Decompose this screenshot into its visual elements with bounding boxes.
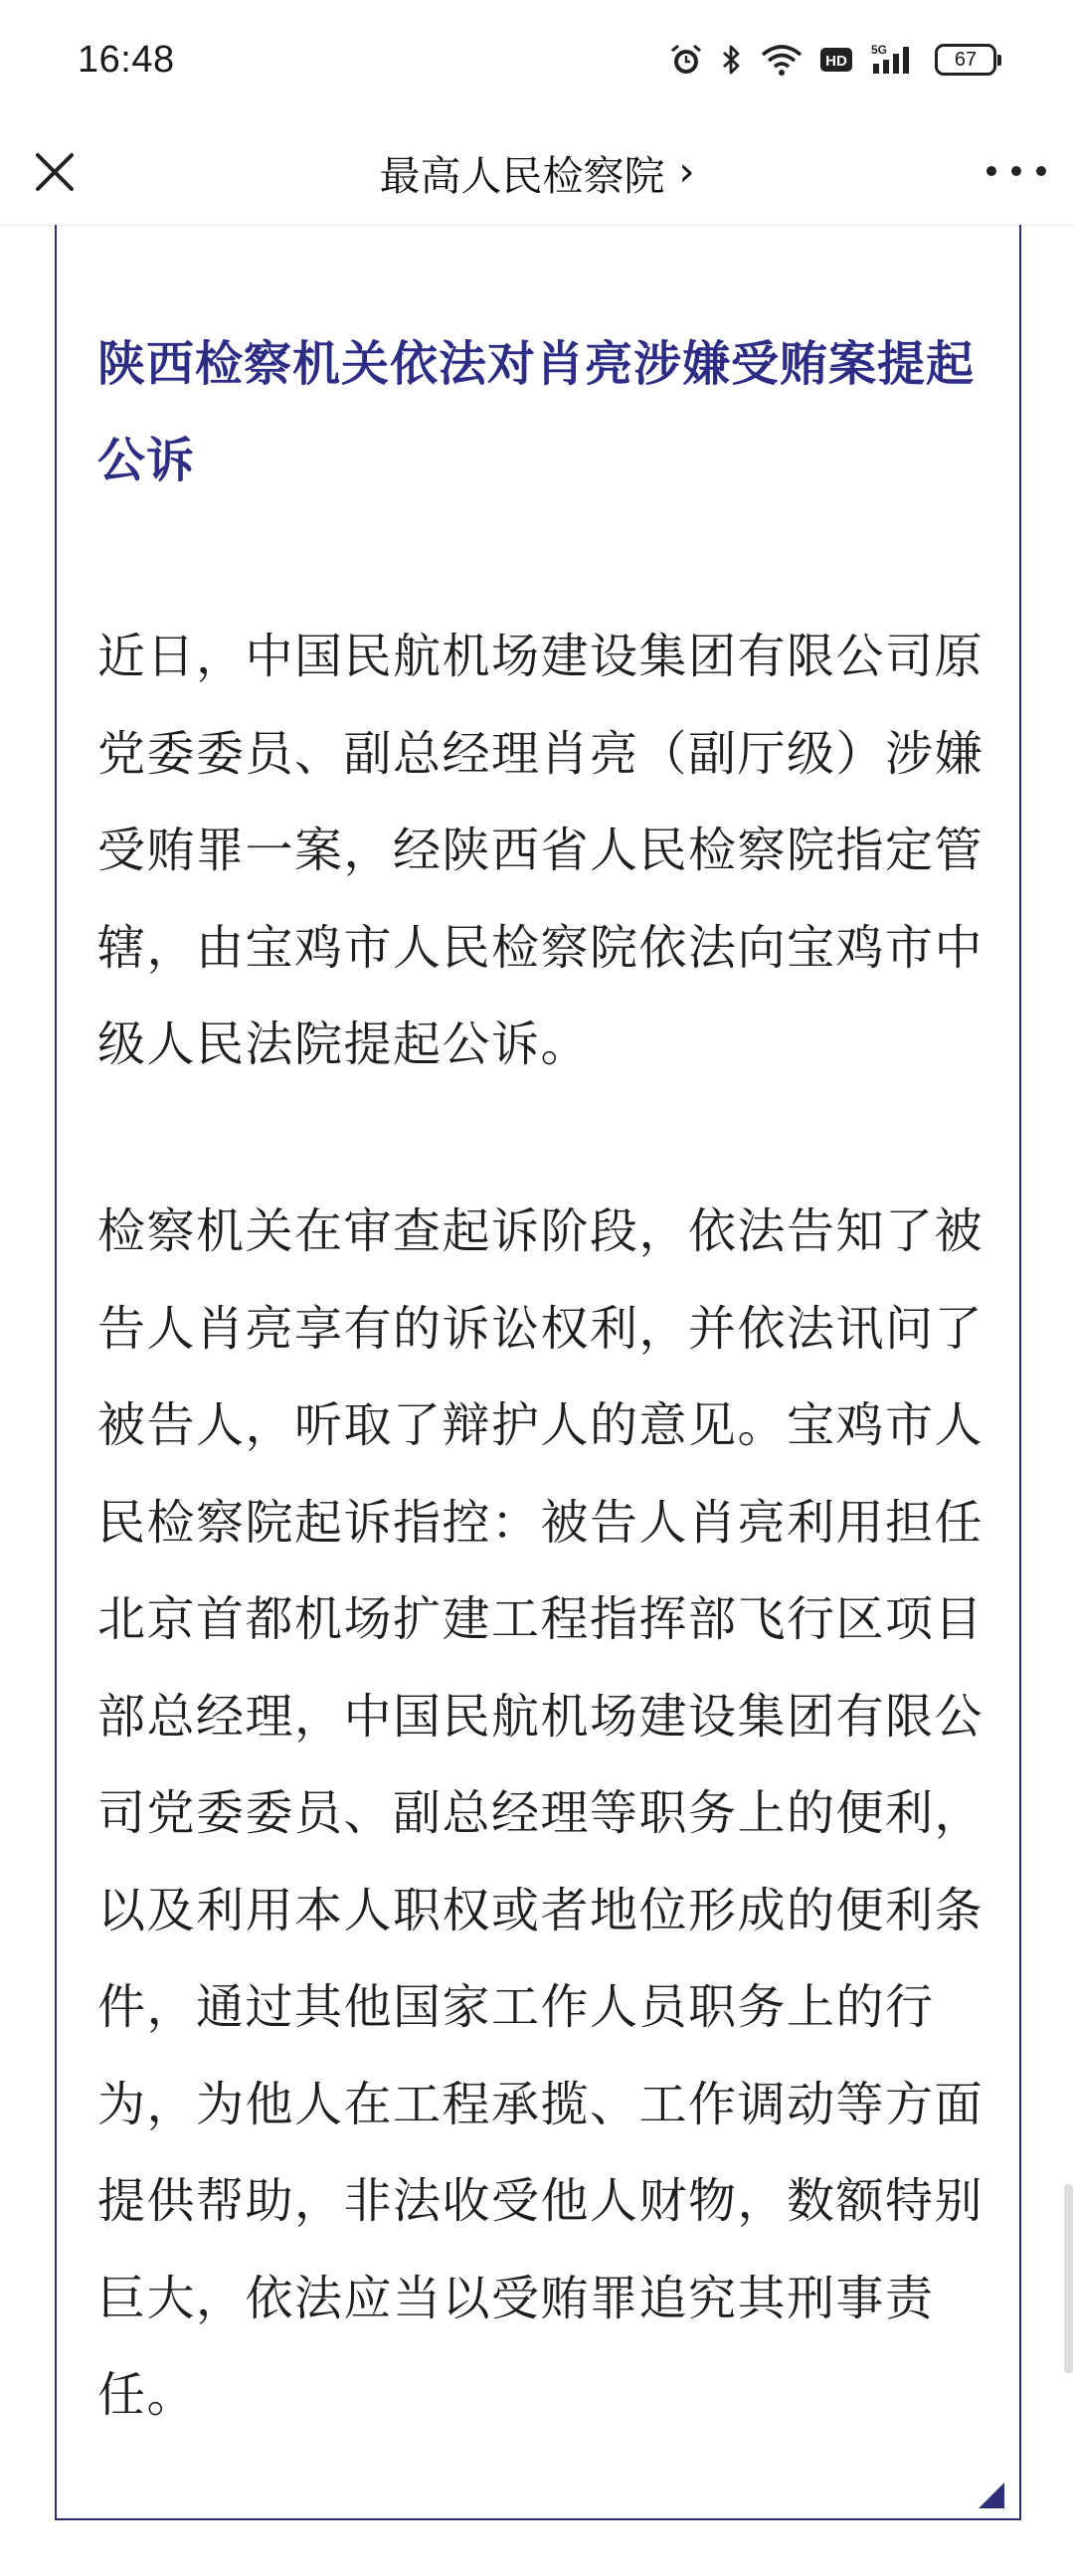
more-icon[interactable] [986, 159, 1046, 183]
svg-text:HD: HD [825, 53, 847, 70]
account-name: 最高人民检察院 [379, 151, 665, 200]
bluetooth-icon [720, 42, 744, 78]
alarm-icon [668, 42, 704, 78]
wifi-icon [760, 43, 804, 77]
scrollbar[interactable] [1064, 2184, 1073, 2373]
status-time: 16:48 [78, 38, 175, 81]
status-icons [668, 42, 996, 78]
chevron-right-icon: › [678, 149, 695, 195]
svg-text:5G: 5G [871, 43, 888, 57]
account-title-link[interactable] [0, 119, 1074, 225]
battery-level: 67 [954, 48, 978, 71]
battery-indicator [935, 44, 996, 76]
hd-icon [819, 46, 853, 74]
5g-signal-icon [869, 42, 919, 78]
article-paragraph-1: 近日，中国民航机场建设集团有限公司原党委委员、副总经理肖亮（副厅级）涉嫌受贿罪一案，经陕西省人民检察院指定管辖，由宝鸡市人民检察院依法向宝鸡市中级人民法院提起公诉。 [97, 629, 984, 1072]
status-bar [0, 0, 1074, 119]
corner-triangle-icon [979, 2483, 1004, 2508]
article-headline: 陕西检察机关依法对肖亮涉嫌受贿案提起公诉 [97, 336, 976, 488]
nav-bar [0, 119, 1074, 226]
article-paragraph-2: 检察机关在审查起诉阶段，依法告知了被告人肖亮享有的诉讼权利，并依法讯问了被告人，听取了辩护人的意见。宝鸡市人民检察院起诉指控：被告人肖亮利用担任北京首都机场扩建工程指挥部飞行区项目部总经理，中国民航机场建设集团有限公司党委委员、副总经理等职务上的便利，以及利用本人职权或者地位形成的便利条件，通过其他国家工作人员职务上的行为，为他人在工程承揽、工作调动等方面提供帮助，非法收受他人财物，数额特别巨大，依法应当以受贿罪追究其刑事责任。 [97, 1203, 984, 2423]
